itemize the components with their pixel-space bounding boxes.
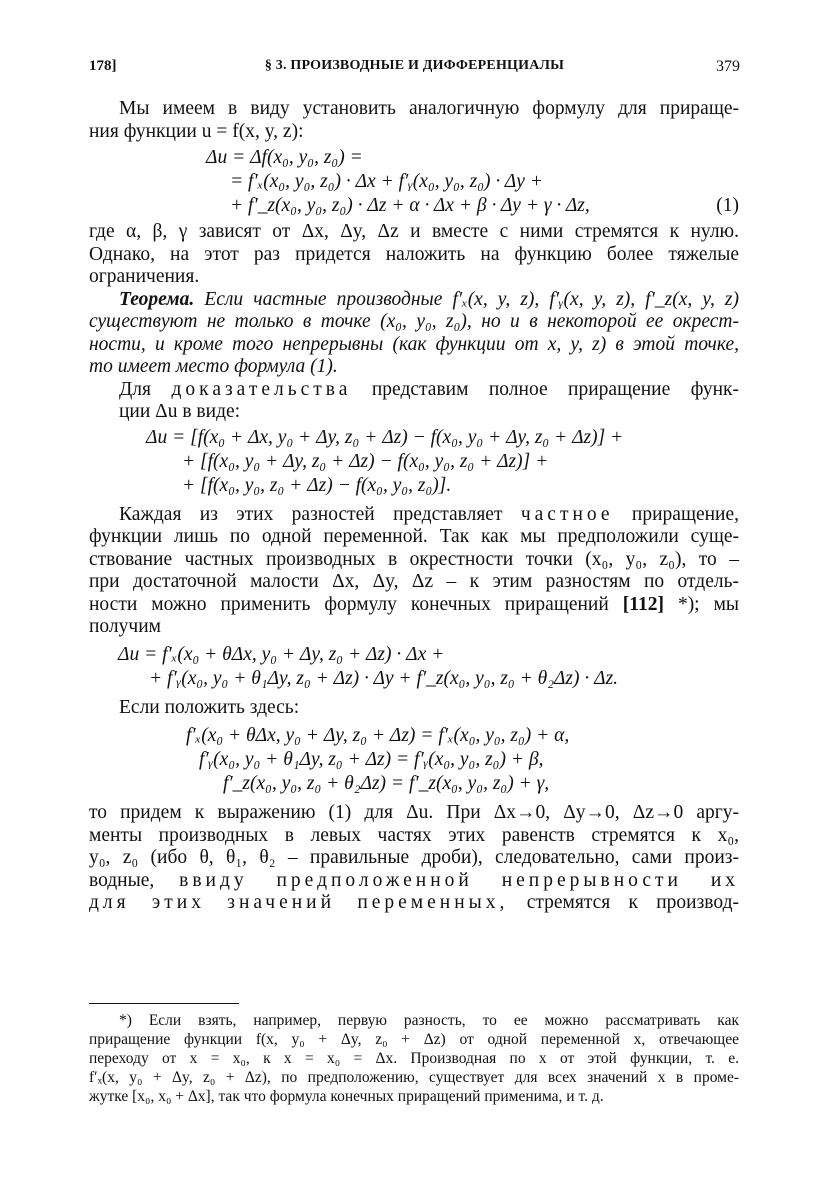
- equation-line: Δu = Δf(x₀, y₀, z₀) =: [206, 147, 363, 168]
- cross-reference: [112]: [622, 593, 664, 615]
- text-line: [89, 870, 739, 893]
- text-line: Мы имеем в виду установить аналогичную формулу для прираще-: [119, 98, 739, 119]
- text-line: [89, 379, 739, 402]
- text-line: ния функции u = f(x, y, z):: [89, 120, 304, 142]
- spaced-word: доказательства: [171, 378, 352, 400]
- text-fragment: водные,: [89, 869, 155, 891]
- text-fragment: *); мы: [677, 593, 740, 615]
- text-line: ограничения.: [89, 266, 200, 287]
- text-line: менты производных в левых частях этих равенств стремятся к x₀,: [89, 824, 739, 846]
- equation-line: Δu = [f(x₀ + Δx, y₀ + Δy, z₀ + Δz) − f(x₀, y₀ + Δy, z₀ + Δz)] +: [146, 426, 624, 448]
- text-line: где α, β, γ зависят от Δx, Δy, Δz и вместе с ними стремятся к нулю.: [89, 221, 739, 242]
- running-header: [89, 58, 740, 82]
- equation-line: f′ᵧ(x₀, y₀ + θ₁Δy, z₀ + Δz) = f′ᵧ(x₀, y₀, z₀) + β,: [199, 749, 544, 770]
- footnote-line: переходу от x = x₀, к x = x₀ = Δx. Производная по x от этой функции, т. е.: [89, 1050, 739, 1067]
- footnote-line: приращение функции f(x, y₀ + Δy, z₀ + Δz) от одной переменной x, отвечающее: [89, 1031, 739, 1048]
- text-line: [89, 892, 739, 915]
- footnote-line: *) Если взять, например, первую разность, то ее можно рассматривать как: [119, 1012, 739, 1029]
- text-line: [89, 504, 739, 527]
- header-title: § 3. ПРОИЗВОДНЫЕ И ДИФФЕРЕНЦИАЛЫ: [264, 58, 565, 73]
- theorem-line: существуют не только в точке (x₀, y₀, z₀), но и в некоторой ее окрест-: [89, 311, 739, 332]
- theorem-label: Теорема.: [119, 288, 195, 310]
- theorem-line: [89, 289, 739, 312]
- text-line: y₀, z₀ (ибо θ, θ₁, θ₂ – правильные дроби), следовательно, сами произ-: [89, 847, 739, 868]
- page-number: 379: [716, 58, 740, 75]
- text-fragment: приращение,: [631, 503, 740, 525]
- text-line: получим: [89, 616, 161, 637]
- theorem-text: Если частные производные f′ₓ(x, y, z), f′ᵧ(x, y, z), f′_z(x, y, z): [204, 288, 739, 310]
- text-fragment: Каждая из этих разностей представляет: [119, 503, 503, 525]
- text-line: функции лишь по одной переменной. Так как мы предположили суще-: [89, 526, 739, 547]
- text-fragment: ности можно применить формулу конечных приращений: [89, 593, 609, 615]
- text-fragment: стремятся к производ-: [526, 892, 739, 913]
- text-line: при достаточной малости Δx, Δy, Δz – к этим разностям по отдель-: [89, 571, 739, 592]
- equation-line: = f′ₓ(x₀, y₀, z₀) · Δx + f′ᵧ(x₀, y₀, z₀) · Δy +: [230, 171, 543, 192]
- equation-line: f′ₓ(x₀ + θΔx, y₀ + Δy, z₀ + Δz) = f′ₓ(x₀, y₀, z₀) + α,: [186, 725, 570, 746]
- text-line: Если положить здесь:: [119, 696, 300, 718]
- text-line: [89, 594, 739, 617]
- page-body: [89, 98, 739, 915]
- theorem-line: ности, и кроме того непрерывны (как функции от x, y, z) в этой точке,: [89, 333, 739, 355]
- text-line: то придем к выражению (1) для Δu. При Δx→0, Δy→0, Δz→0 аргу-: [89, 802, 739, 823]
- footnote-line: f′ₓ(x, y₀ + Δy, z₀ + Δz), по предположению, существует для всех значений x в проме-: [89, 1069, 739, 1086]
- equation-line: [89, 194, 739, 218]
- theorem-line: то имеет место формула (1).: [89, 356, 338, 377]
- equation-line: f′_z(x₀, y₀, z₀ + θ₂Δz) = f′_z(x₀, y₀, z₀) + γ,: [223, 773, 550, 794]
- section-number: 178]: [89, 58, 117, 74]
- text-fragment: представим полное приращение функ-: [371, 378, 740, 400]
- equation-line: + [f(x₀, y₀ + Δy, z₀ + Δz) − f(x₀, y₀, z₀ + Δz)] +: [182, 450, 549, 472]
- spaced-phrase: ввиду предположенной непрерывности их: [179, 869, 740, 891]
- text-line: ствование частных производных в окрестности точки (x₀, y₀, z₀), то –: [89, 548, 739, 570]
- equation-line: + f′ᵧ(x₀, y₀ + θ₁Δy, z₀ + Δz) · Δy + f′_z(x₀, y₀, z₀ + θ₂Δz) · Δz.: [149, 667, 619, 689]
- equation-number: (1): [716, 195, 739, 216]
- footnote-divider: [89, 1003, 239, 1004]
- equation-line: + [f(x₀, y₀, z₀ + Δz) − f(x₀, y₀, z₀)].: [182, 474, 452, 496]
- equation-text: + f′_z(x₀, y₀, z₀) · Δz + α · Δx + β · Δy + γ · Δz,: [230, 195, 590, 216]
- equation-line: Δu = f′ₓ(x₀ + θΔx, y₀ + Δy, z₀ + Δz) · Δx +: [118, 643, 445, 665]
- text-line: Однако, на этот раз придется наложить на функцию более тяжелые: [89, 243, 739, 265]
- footnote: [89, 1011, 739, 1106]
- text-line: ции Δu в виде:: [119, 401, 241, 422]
- footnote-line: жутке [x₀, x₀ + Δx], так что формула конечных приращений применима, и т. д.: [89, 1088, 604, 1105]
- spaced-word: частное: [520, 503, 614, 525]
- spaced-phrase: для этих значений переменных,: [89, 892, 509, 913]
- text-fragment: Для: [119, 378, 152, 400]
